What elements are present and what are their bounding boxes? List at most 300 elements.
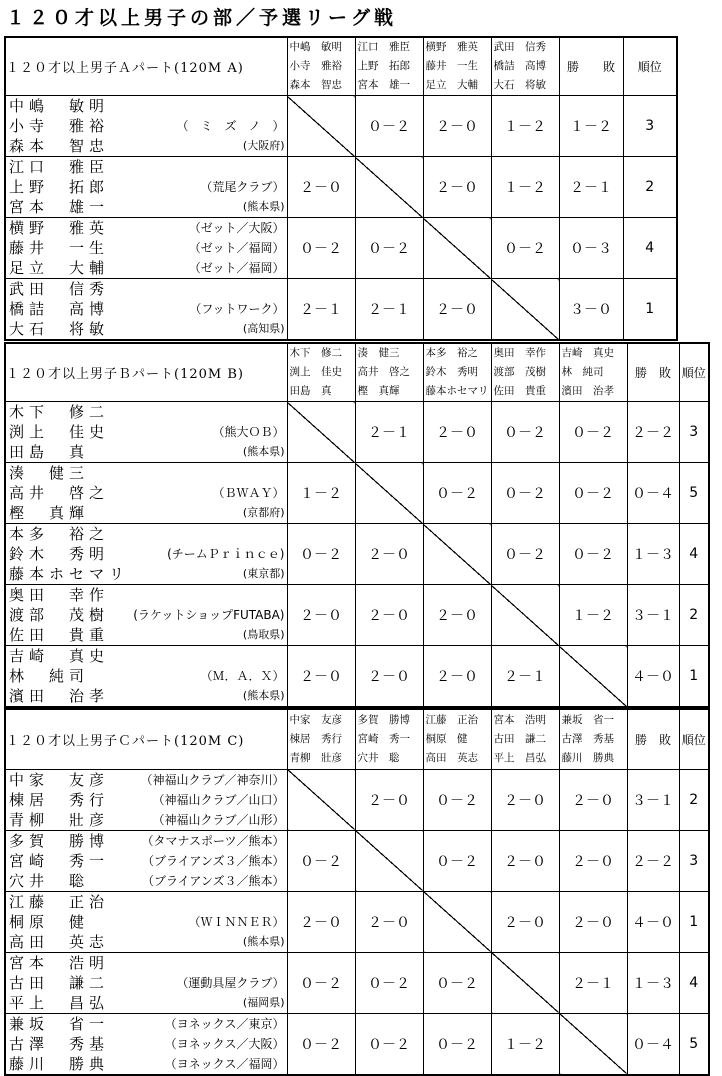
member-club: （神福山クラブ／山口）	[152, 792, 285, 807]
member-line	[6, 851, 287, 871]
member-club	[119, 585, 287, 605]
member-name: 本多 裕之	[9, 525, 110, 543]
member-name: 多賀 勝博	[9, 831, 110, 850]
opponent-header	[355, 709, 423, 769]
final-rank: 2	[679, 769, 709, 830]
final-rank: 3	[679, 402, 709, 463]
opponent-name: 兼坂 省一	[561, 713, 614, 726]
opponent-name: 棟居 秀行	[289, 732, 342, 745]
match-score: ０－２	[423, 830, 491, 891]
rank-header: 順位	[679, 343, 709, 402]
opponent-name: 渕上 佳史	[289, 366, 342, 378]
member-line	[6, 953, 287, 973]
match-score: ２－０	[491, 891, 559, 952]
member-club	[119, 953, 287, 973]
match-score: ２－０	[355, 524, 423, 585]
opponent-name: 江口 雅臣	[357, 41, 410, 53]
win-loss-record: ０－４	[627, 1013, 679, 1075]
final-rank: 1	[679, 891, 709, 952]
match-score: ２－０	[559, 891, 627, 952]
member-line	[6, 524, 287, 544]
team-row	[5, 157, 677, 218]
member-line	[6, 177, 287, 197]
opponent-name: 藤本ホセマリ	[425, 385, 489, 397]
member-name: 江藤 正治	[9, 892, 110, 911]
team-row	[5, 96, 677, 157]
member-name: 桐原 健	[9, 912, 90, 931]
member-name: 高田 英志	[9, 932, 110, 951]
document-title: １２０才以上男子の部／予選リーグ戦	[6, 7, 398, 29]
opponent-name: 高井 啓之	[357, 366, 410, 378]
member-name: 藤本ホセマリ	[9, 565, 130, 583]
team-row	[5, 952, 709, 1013]
match-score: ０－２	[423, 769, 491, 830]
match-score: １－２	[559, 585, 627, 646]
member-club: （ヨネックス／福岡）	[164, 1056, 285, 1071]
match-score: ０－２	[355, 1013, 423, 1075]
match-score: ０－２	[355, 218, 423, 279]
opponent-name: 吉崎 真史	[561, 347, 614, 359]
member-line	[6, 218, 287, 238]
match-score: ２－０	[355, 769, 423, 830]
team-members	[5, 157, 287, 218]
opponent-name: 林 純司	[561, 366, 604, 378]
member-club: （ヨネックス／東京）	[164, 1016, 285, 1031]
match-score: １－２	[491, 96, 559, 157]
team-members	[5, 463, 287, 524]
member-name: 樫 真輝	[9, 504, 90, 522]
member-line	[6, 422, 287, 442]
match-score: ２－０	[423, 279, 491, 341]
member-club: （ ミ ズ ノ ）	[176, 119, 285, 133]
member-name: 青柳 壯彦	[9, 810, 110, 829]
win-loss-header: 勝 敗	[559, 37, 623, 96]
match-score: ０－２	[559, 402, 627, 463]
team-members	[5, 402, 287, 463]
pool-table-c	[4, 708, 710, 1076]
win-loss-record: ２－２	[627, 402, 679, 463]
team-members	[5, 279, 287, 341]
match-score: ２－０	[355, 585, 423, 646]
member-prefecture: (高知県)	[242, 322, 285, 335]
match-score: ２－０	[423, 585, 491, 646]
member-name: 渕上 佳史	[9, 423, 110, 441]
member-line	[6, 564, 287, 584]
opponent-name: 田島 真	[289, 385, 332, 397]
member-line	[6, 319, 287, 339]
member-club: （フットワーク）	[189, 302, 285, 316]
win-loss-record: １－２	[559, 96, 623, 157]
member-line	[6, 646, 287, 666]
final-rank: 3	[679, 830, 709, 891]
opponent-name: 鈴木 秀明	[425, 366, 478, 378]
opponent-name: 宮本 浩明	[493, 713, 546, 726]
member-club: （ＢＷＡＹ）	[212, 486, 285, 500]
self-match-cell	[287, 769, 355, 830]
rank-header: 順位	[679, 709, 709, 769]
opponent-name: 渡部 茂樹	[493, 366, 546, 378]
match-score: １－２	[287, 463, 355, 524]
win-loss-record: ３－１	[627, 585, 679, 646]
member-line	[6, 892, 287, 912]
final-rank: 4	[679, 524, 709, 585]
opponent-name: 高田 英志	[425, 751, 478, 764]
final-rank: 5	[679, 463, 709, 524]
opponent-header	[423, 709, 491, 769]
team-members	[5, 1013, 287, 1075]
opponent-name: 武田 信秀	[493, 41, 546, 53]
member-prefecture: (東京都)	[242, 567, 285, 580]
opponent-header	[355, 343, 423, 402]
opponent-name: 佐田 貴重	[493, 385, 546, 397]
match-score: ２－０	[355, 891, 423, 952]
member-line	[6, 1054, 287, 1074]
member-club: （ＷＩＮＮＥＲ）	[188, 914, 285, 929]
match-score: ２－１	[355, 279, 423, 341]
member-name: 宮本 浩明	[9, 953, 110, 972]
member-prefecture: (熊本県)	[242, 689, 285, 702]
match-score: ０－２	[355, 952, 423, 1013]
member-club: （神福山クラブ／山形）	[152, 812, 285, 827]
member-prefecture: (福岡県)	[242, 995, 285, 1009]
member-line	[6, 544, 287, 564]
opponent-name: 桐原 健	[425, 732, 468, 745]
final-rank: 1	[679, 646, 709, 708]
match-score: ２－０	[559, 830, 627, 891]
opponent-name: 江藤 正治	[425, 713, 478, 726]
pool-header-row	[5, 709, 709, 769]
win-loss-header: 勝 敗	[627, 709, 679, 769]
match-score: ０－２	[287, 524, 355, 585]
member-name: 濱田 治孝	[9, 687, 110, 705]
team-members	[5, 830, 287, 891]
opponent-name: 濱田 治孝	[561, 385, 614, 397]
self-match-cell	[491, 952, 559, 1013]
match-score: ２－０	[287, 891, 355, 952]
win-loss-record: ４－０	[627, 891, 679, 952]
win-loss-record: ０－４	[627, 463, 679, 524]
member-name: 中嶋 敏明	[9, 97, 110, 115]
member-name: 古澤 秀基	[9, 1034, 110, 1053]
team-row	[5, 830, 709, 891]
match-score: ０－２	[423, 1013, 491, 1075]
match-score: ０－２	[287, 830, 355, 891]
final-rank: 1	[623, 279, 677, 341]
member-club: （神福山クラブ／神奈川）	[140, 772, 285, 787]
win-loss-record: ０－３	[559, 218, 623, 279]
member-name: 棟居 秀行	[9, 790, 110, 809]
member-line	[6, 993, 287, 1013]
match-score: ２－０	[287, 157, 355, 218]
self-match-cell	[559, 646, 627, 708]
self-match-cell	[355, 830, 423, 891]
member-line	[6, 831, 287, 851]
opponent-name: 古田 謙二	[493, 732, 546, 745]
member-name: 森本 智忠	[9, 137, 110, 155]
final-rank: 2	[679, 585, 709, 646]
match-score: ２－０	[491, 769, 559, 830]
pool-header-row	[5, 343, 709, 402]
win-loss-record: １－３	[627, 952, 679, 1013]
member-line	[6, 973, 287, 993]
member-name: 中家 友彦	[9, 770, 110, 789]
member-name: 穴井 聡	[9, 871, 90, 890]
self-match-cell	[355, 157, 423, 218]
pool-header-row	[5, 37, 677, 96]
member-line	[6, 116, 287, 136]
win-loss-header: 勝 敗	[627, 343, 679, 402]
opponent-header	[491, 709, 559, 769]
opponent-header	[423, 37, 491, 96]
member-name: 横野 雅英	[9, 219, 110, 237]
self-match-cell	[423, 524, 491, 585]
member-line	[6, 157, 287, 177]
member-club: （荒尾クラブ）	[200, 180, 285, 194]
member-name: 林 純司	[9, 667, 90, 685]
member-club	[119, 892, 287, 912]
team-members	[5, 585, 287, 646]
member-line	[6, 585, 287, 605]
member-line	[6, 1014, 287, 1034]
team-row	[5, 524, 709, 585]
member-club: (ラケットショップFUTABA)	[133, 608, 285, 622]
member-club	[119, 646, 287, 666]
member-name: 平上 昌弘	[9, 993, 110, 1012]
match-score: ０－２	[423, 463, 491, 524]
opponent-header	[423, 343, 491, 402]
match-score: ２－１	[491, 646, 559, 708]
win-loss-record: ４－０	[627, 646, 679, 708]
member-club: （Ｍ．Ａ．Ｘ）	[200, 669, 285, 683]
team-row	[5, 279, 677, 341]
opponent-name: 足立 大輔	[425, 79, 478, 91]
member-prefecture: (鳥取県)	[242, 628, 285, 641]
member-name: 上野 拓郎	[9, 178, 110, 196]
member-club: （ゼット／大阪）	[188, 221, 285, 235]
match-score: ０－２	[355, 96, 423, 157]
final-rank: 3	[623, 96, 677, 157]
member-line	[6, 932, 287, 952]
match-score: ０－２	[559, 463, 627, 524]
team-members	[5, 891, 287, 952]
member-club: （ゼット／福岡）	[188, 261, 285, 275]
opponent-name: 上野 拓郎	[357, 60, 410, 72]
match-score: ０－２	[491, 402, 559, 463]
opponent-header	[287, 709, 355, 769]
member-line	[6, 666, 287, 686]
opponent-name: 木下 修二	[289, 347, 342, 359]
member-name: 江口 雅臣	[9, 158, 110, 176]
match-score: ０－２	[491, 218, 559, 279]
opponent-header	[287, 37, 355, 96]
member-name: 湊 健三	[9, 464, 90, 482]
opponent-name: 湊 健三	[357, 347, 400, 359]
member-name: 高井 啓之	[9, 484, 110, 502]
opponent-name: 古澤 秀基	[561, 732, 614, 745]
opponent-name: 宮本 雄一	[357, 79, 410, 91]
member-prefecture: (熊本県)	[242, 445, 285, 458]
final-rank: 5	[679, 1013, 709, 1075]
member-line	[6, 483, 287, 503]
member-name: 小寺 雅裕	[9, 117, 110, 135]
opponent-header	[559, 709, 627, 769]
member-name: 藤川 勝典	[9, 1054, 110, 1073]
team-members	[5, 96, 287, 157]
opponent-name: 中嶋 敏明	[289, 41, 342, 53]
member-club	[119, 279, 287, 299]
member-line	[6, 1034, 287, 1054]
match-score: ２－１	[287, 279, 355, 341]
win-loss-record: ２－１	[559, 157, 623, 218]
match-score: ２－０	[559, 769, 627, 830]
opponent-name: 橋詰 高博	[493, 60, 546, 72]
member-line	[6, 605, 287, 625]
member-name: 藤井 一生	[9, 239, 110, 257]
team-members	[5, 952, 287, 1013]
member-prefecture: (大阪府)	[242, 139, 285, 152]
match-score: ０－２	[287, 952, 355, 1013]
member-club: （ヨネックス／大阪）	[164, 1036, 285, 1051]
self-match-cell	[355, 463, 423, 524]
member-line	[6, 686, 287, 706]
member-club: （タマナスポーツ／熊本）	[141, 833, 285, 848]
member-line	[6, 279, 287, 299]
opponent-name: 青柳 壯彦	[289, 751, 342, 764]
member-line	[6, 442, 287, 462]
self-match-cell	[559, 1013, 627, 1075]
member-club: （運動具屋クラブ）	[176, 975, 285, 990]
match-score: ０－２	[287, 1013, 355, 1075]
member-prefecture: (京都府)	[242, 506, 285, 519]
member-club: （ブライアンズ３／熊本）	[142, 853, 285, 868]
member-line	[6, 197, 287, 217]
team-members	[5, 524, 287, 585]
self-match-cell	[491, 585, 559, 646]
member-line	[6, 625, 287, 645]
member-club	[119, 402, 287, 422]
member-line	[6, 299, 287, 319]
member-name: 橋詰 高博	[9, 300, 110, 318]
member-line	[6, 790, 287, 810]
opponent-name: 横野 雅英	[425, 41, 478, 53]
opponent-header	[287, 343, 355, 402]
win-loss-record: ３－０	[559, 279, 623, 341]
member-club	[119, 96, 287, 116]
match-score: ０－２	[287, 218, 355, 279]
opponent-header	[355, 37, 423, 96]
member-name: 佐田 貴重	[9, 626, 110, 644]
member-name: 大石 将敏	[9, 320, 110, 338]
match-score: ２－０	[287, 585, 355, 646]
member-name: 宮崎 秀一	[9, 851, 110, 870]
member-name: 武田 信秀	[9, 280, 110, 298]
member-club: (チームＰｒｉｎｃｅ)	[167, 547, 285, 561]
team-row	[5, 1013, 709, 1075]
match-score: ２－０	[355, 646, 423, 708]
match-score: １－２	[491, 1013, 559, 1075]
member-line	[6, 770, 287, 790]
match-score: ２－０	[423, 157, 491, 218]
member-name: 吉崎 真史	[9, 647, 110, 665]
member-prefecture: (熊本県)	[242, 200, 285, 213]
member-name: 足立 大輔	[9, 259, 110, 277]
member-name: 渡部 茂樹	[9, 606, 110, 624]
opponent-header	[491, 37, 559, 96]
team-row	[5, 585, 709, 646]
member-name: 古田 謙二	[9, 973, 110, 992]
team-row	[5, 402, 709, 463]
member-club: （熊大ＯＢ）	[212, 425, 285, 439]
team-row	[5, 646, 709, 708]
match-score: ２－１	[355, 402, 423, 463]
pool-table-b	[4, 342, 710, 708]
pool-table-a	[4, 36, 678, 341]
member-line	[6, 503, 287, 523]
member-club: （ブライアンズ３／熊本）	[142, 873, 285, 888]
opponent-name: 平上 昌弘	[493, 751, 546, 764]
member-line	[6, 871, 287, 891]
member-line	[6, 810, 287, 830]
self-match-cell	[287, 96, 355, 157]
member-line	[6, 463, 287, 483]
final-rank: 4	[623, 218, 677, 279]
win-loss-record: ３－１	[627, 769, 679, 830]
match-score: ２－０	[491, 830, 559, 891]
opponent-name: 奥田 幸作	[493, 347, 546, 359]
opponent-name: 小寺 雅裕	[289, 60, 342, 72]
match-score: ２－０	[423, 96, 491, 157]
self-match-cell	[287, 402, 355, 463]
team-row	[5, 769, 709, 830]
member-name: 宮本 雄一	[9, 198, 110, 216]
member-line	[6, 258, 287, 278]
opponent-name: 森本 智忠	[289, 79, 342, 91]
final-rank: 2	[623, 157, 677, 218]
match-score: ０－２	[491, 524, 559, 585]
opponent-header	[559, 343, 627, 402]
member-club	[119, 157, 287, 177]
member-line	[6, 96, 287, 116]
final-rank: 4	[679, 952, 709, 1013]
team-members	[5, 769, 287, 830]
match-score: ２－０	[423, 646, 491, 708]
member-name: 奥田 幸作	[9, 586, 110, 604]
member-prefecture: (熊本県)	[242, 934, 285, 948]
opponent-name: 中家 友彦	[289, 713, 342, 726]
team-row	[5, 463, 709, 524]
member-line	[6, 238, 287, 258]
opponent-name: 藤井 一生	[425, 60, 478, 72]
win-loss-record: １－３	[627, 524, 679, 585]
member-club	[119, 524, 287, 544]
match-score: ２－０	[423, 402, 491, 463]
opponent-name: 宮崎 秀一	[357, 732, 410, 745]
member-name: 鈴木 秀明	[9, 545, 110, 563]
member-line	[6, 402, 287, 422]
self-match-cell	[423, 891, 491, 952]
win-loss-record: ２－２	[627, 830, 679, 891]
opponent-name: 大石 将敏	[493, 79, 546, 91]
member-name: 兼坂 省一	[9, 1014, 110, 1033]
opponent-name: 本多 裕之	[425, 347, 478, 359]
team-members	[5, 646, 287, 708]
opponent-header	[491, 343, 559, 402]
opponent-name: 多賀 勝博	[357, 713, 410, 726]
opponent-name: 樫 真輝	[357, 385, 400, 397]
self-match-cell	[423, 218, 491, 279]
member-line	[6, 136, 287, 156]
pool-title: １２０才以上男子Ａパート(120M A)	[5, 37, 287, 96]
